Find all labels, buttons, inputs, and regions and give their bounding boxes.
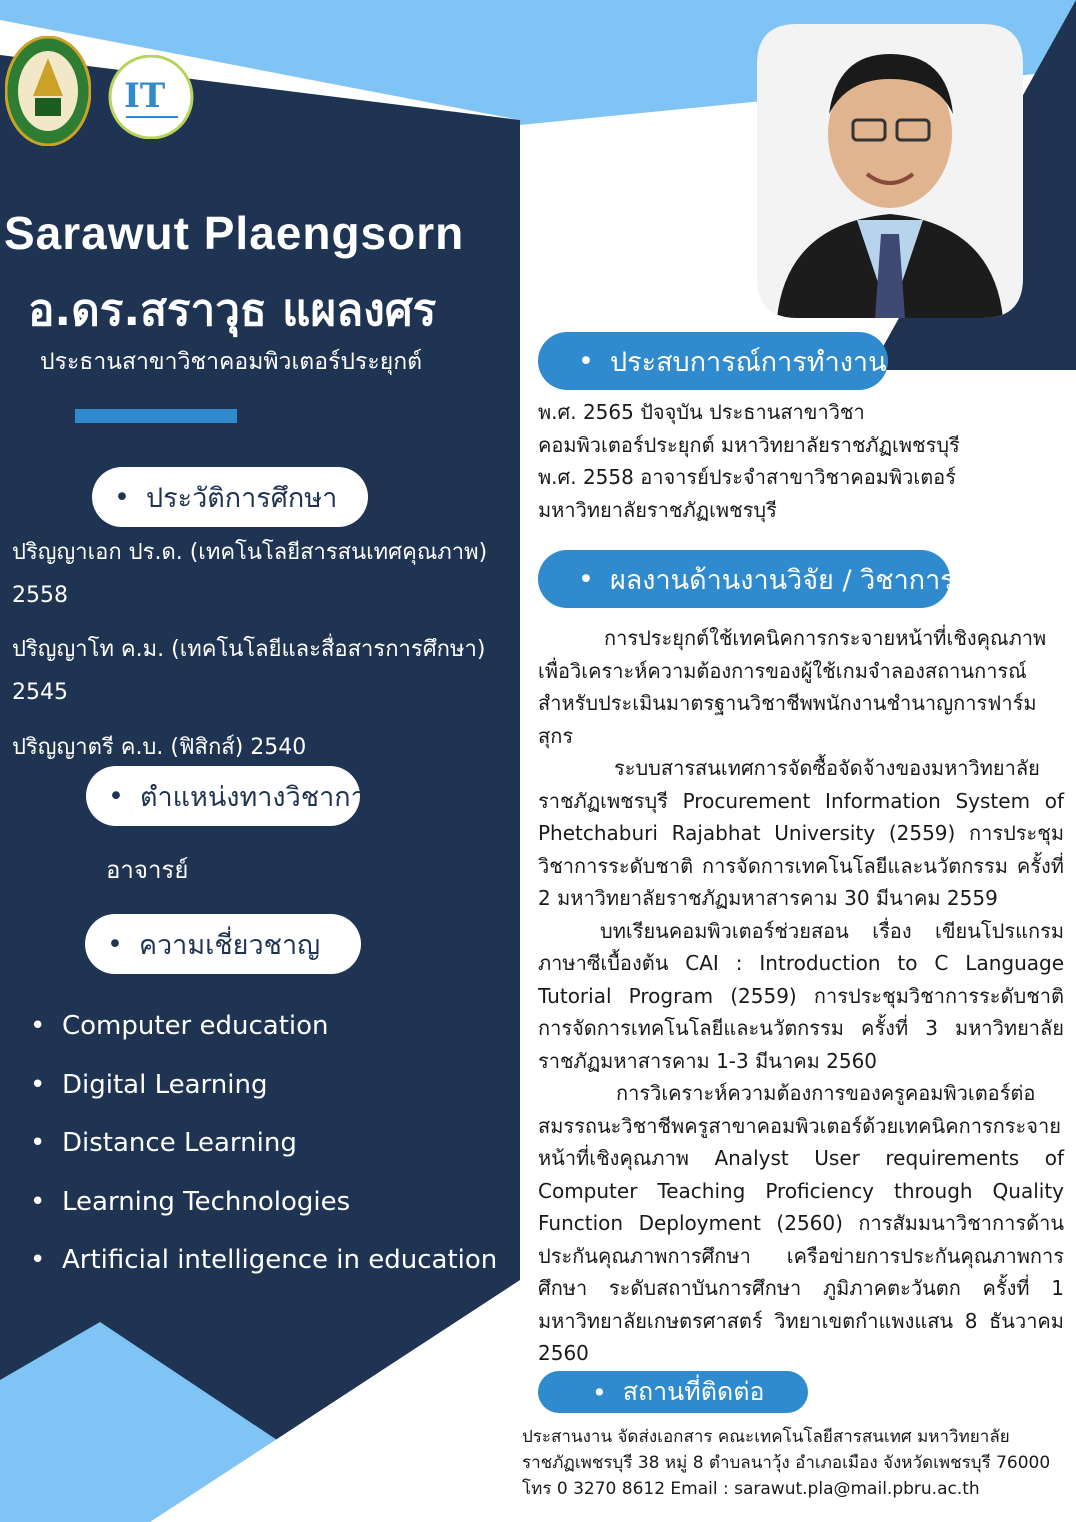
education-heading (92, 467, 368, 527)
research-heading (538, 550, 955, 608)
education-line-1: ปริญญาเอก ปร.ด. (เทคโนโลยีสารสนเทศคุณภาพ) (12, 540, 488, 565)
research-paragraph: การประยุกต์ใช้เทคนิคการกระจายหน้าที่เชิงคุณภาพเพื่อวิเคราะห์ความต้องการของผู้ใช้เกมจำลองสถานการณ์สำหรับประเมินมาตรฐานวิชาชีพพนักงานชำนาญการฟาร์มสุกร (538, 626, 1047, 748)
work-experience-text (538, 396, 1068, 526)
expertise-item: • Digital Learning (30, 1069, 268, 1100)
work-line: พ.ศ. 2565 ปัจจุบัน ประธานสาขาวิชา (538, 400, 865, 424)
education-line-2: 2558 (12, 583, 68, 608)
education-line-4: 2545 (12, 680, 68, 705)
contact-line: ประสานงาน จัดส่งเอกสาร คณะเทคโนโลยีสารสนเทศ มหาวิทยาลัย (522, 1427, 1010, 1447)
education-line-5: ปริญญาตรี ค.บ. (ฟิสิกส์) 2540 (12, 735, 307, 760)
accent-bar (75, 409, 237, 423)
expertise-heading (85, 914, 361, 974)
research-paragraph: บทเรียนคอมพิวเตอร์ช่วยสอน เรื่อง เขียนโปรแกรมภาษาซีเบื้องต้น CAI : Introduction to C Language Tutorial Program (2559) การประชุมวิชาการระดับชาติ การจัดการเทคโนโลยีและนวัตกรรม ครั้งที่ 3 มหาวิทยาลัยราชภัฏมหาสารคาม 1-3 มีนาคม 2560 (538, 918, 1064, 1073)
bullet-dot: • (114, 481, 130, 513)
expertise-item: • Artificial intelligence in education (30, 1245, 498, 1275)
bullet-dot: • (108, 780, 124, 812)
bullet-dot: • (107, 928, 123, 960)
expertise-heading-label: ความเชี่ยวชาญ (138, 929, 321, 961)
research-paragraph: ระบบสารสนเทศการจัดซื้อจัดจ้างของมหาวิทยาลัยราชภัฏเพชรบุรี Procurement Information System of Phetchaburi Rajabhat University (2559) การประชุมวิชาการระดับชาติ การจัดการเทคโนโลยีและนวัตกรรม ครั้งที่ 2 มหาวิทยาลัยราชภัฏมหาสารคาม 30 มีนาคม 2559 (538, 756, 1064, 910)
profile-photo (757, 24, 1023, 318)
education-line-3: ปริญญาโท ค.ม. (เทคโนโลยีและสื่อสารการศึกษา) (12, 637, 486, 662)
contact-heading-label: สถานที่ติดต่อ (622, 1377, 765, 1406)
academic-position-heading-label: ตำแหน่งทางวิชาการ (139, 781, 381, 813)
bullet-dot: • (578, 563, 594, 595)
education-heading-label: ประวัติการศึกษา (145, 482, 338, 514)
contact-heading (538, 1371, 808, 1413)
expertise-item: • Distance Learning (30, 1128, 297, 1158)
research-text (538, 622, 1064, 1370)
bullet-dot: • (578, 345, 594, 377)
work-line: คอมพิวเตอร์ประยุกต์ มหาวิทยาลัยราชภัฏเพชรบุรี (538, 432, 960, 457)
logo-it-text: IT (124, 76, 166, 116)
research-heading-label: ผลงานด้านงานวิจัย / วิชาการ (609, 564, 955, 596)
academic-position-value: อาจารย์ (106, 856, 189, 884)
bullet-dot: • (592, 1377, 607, 1407)
name-english: Sarawut Plaengsorn (4, 207, 465, 259)
position-title: ประธานสาขาวิชาคอมพิวเตอร์ประยุกต์ (40, 349, 423, 375)
work-line: มหาวิทยาลัยราชภัฏเพชรบุรี (538, 497, 777, 522)
contact-line: โทร 0 3270 8612 Email : sarawut.pla@mail.pbru.ac.th (522, 1479, 980, 1499)
it-faculty-logo (106, 55, 196, 143)
contact-info (522, 1424, 1050, 1502)
research-paragraph: การวิเคราะห์ความต้องการของครูคอมพิวเตอร์ต่อสมรรถนะวิชาชีพครูสาขาคอมพิวเตอร์ด้วยเทคนิคการกระจายหน้าที่เชิงคุณภาพ Analyst User requirements of Computer Teaching Proficiency through Quality Function Deployment (2560) การสัมมนาวิชาการด้านประกันคุณภาพการศึกษา เครือข่ายการประกันคุณภาพการศึกษา ระดับสถาบันการศึกษา ภูมิภาคตะวันตก ครั้งที่ 1 มหาวิทยาลัยเกษตรศาสตร์ วิทยาเขตกำแพงแสน 8 ธันวาคม 2560 (538, 1081, 1064, 1365)
name-thai: อ.ดร.สราวุธ แผลงศร (28, 285, 437, 336)
expertise-item: • Computer education (30, 1011, 329, 1041)
expertise-list (30, 1006, 497, 1299)
university-seal-logo (5, 36, 91, 150)
contact-line: ราชภัฏเพชรบุรี 38 หมู่ 8 ตำบลนาวุ้ง อำเภอเมือง จังหวัดเพชรบุรี 76000 (522, 1453, 1051, 1473)
work-experience-heading-label: ประสบการณ์การทำงาน (609, 346, 887, 378)
work-line: พ.ศ. 2558 อาจารย์ประจำสาขาวิชาคอมพิวเตอร์ (538, 465, 956, 489)
academic-position-heading (86, 766, 381, 826)
expertise-item: • Learning Technologies (30, 1186, 351, 1217)
work-experience-heading (538, 332, 888, 390)
